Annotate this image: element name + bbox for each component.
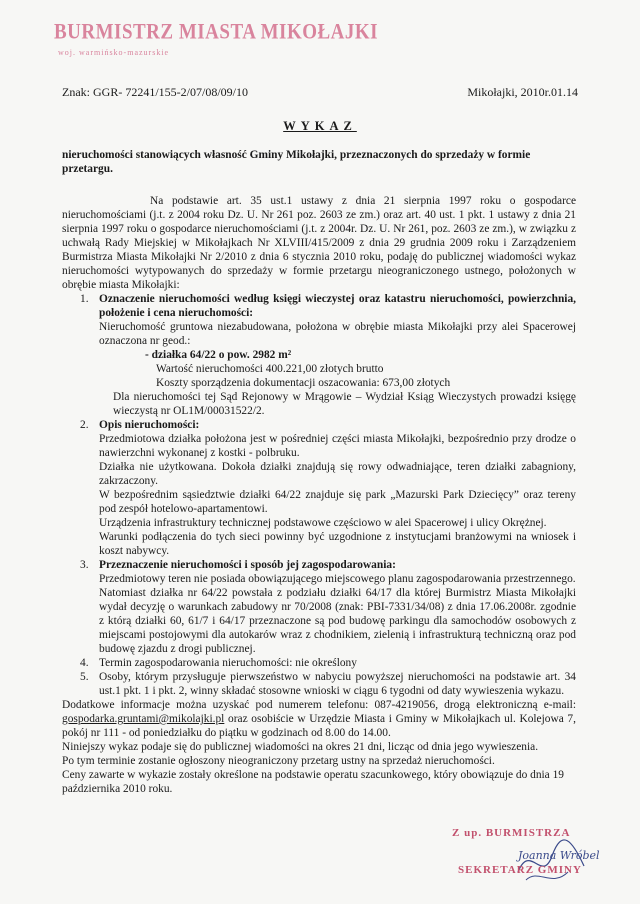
land-register: Dla nieruchomości tej Sąd Rejonowy w Mrągowie – Wydział Ksiąg Wieczystych prowadzi księgę wieczystą nr OL1M/00031522/2. xyxy=(113,391,576,417)
section-paragraph: Natomiast działka nr 64/22 powstała z podziału działki 64/17 dla której Burmistrz Miasta Mikołajki wydał decyzję o warunkach zabudowy nr 70/2008 (znak: PBI-7331/34/08) z dnia 17.06.2008r. zgodnie z którą działki 60, 61/7 i 64/17 przeznaczone są pod budowę parkingu dla samochodów osobowych z miejscami postojowymi dla autokarów wraz z chodnikiem, zielenią i infrastrukturą techniczną oraz pod budowę zjazdu z drogi publicznej. xyxy=(99,587,576,655)
lot-costs: Koszty sporządzenia dokumentacji oszacowania: 673,00 złotych xyxy=(156,377,451,389)
signature-scribble-icon xyxy=(512,832,592,892)
section-heading: Opis nieruchomości: xyxy=(99,419,200,431)
section-number: 5. xyxy=(80,671,89,683)
contact-suffix: oraz osobiście w Urzędzie Miasta i Gminy w Mikołajkach ul. Kolejowa 7, pokój nr 111 - od poniedziałku do piątku w godzinach od 8.00 do 14.00. xyxy=(62,713,576,739)
sections-list xyxy=(62,292,576,698)
section-2 xyxy=(62,418,576,558)
section-number: 3. xyxy=(80,559,89,571)
document-body xyxy=(62,148,576,796)
price-note: Ceny zawarte w wykazie zostały określone na podstawie operatu szacunkowego, który obowiązuje do dnia 19 października 2010 roku. xyxy=(62,769,564,795)
reference-number: Znak: GGR- 72241/155-2/07/08/09/10 xyxy=(62,85,248,99)
section-heading: Przeznaczenie nieruchomości i sposób jej zagospodarowania: xyxy=(99,559,396,571)
section-number: 4. xyxy=(80,657,89,669)
section-paragraph: Działka nie użytkowana. Dokoła działki znajdują się rowy odwadniające, teren działki zabagniony, zakrzaczony. xyxy=(99,461,576,487)
section-number: 2. xyxy=(80,419,89,431)
stamp-line-2: woj. warmińsko-mazurskie xyxy=(58,48,170,57)
signature-line-1: Z up. BURMISTRZA xyxy=(452,827,571,839)
signature-line-3: SEKRETARZ GMINY xyxy=(458,864,582,876)
contact-prefix: Dodatkowe informacje można uzyskać pod numerem telefonu: 087-4219056, drogą elektroniczną e-mail: xyxy=(62,699,576,711)
place-date: Mikołajki, 2010r.01.14 xyxy=(467,85,578,99)
intro-paragraph: Na podstawie art. 35 ust.1 ustawy z dnia 21 sierpnia 1997 roku o gospodarce nieruchomościami (j.t. z 2004 roku Dz. U. Nr 261 poz. 2603 ze zm.) oraz art. 40 ust. 1 pkt. 1 ustawy z dnia 21 sierpnia 1997 roku o gospodarce nieruchomościami (j.t. z 2004r. Dz. U. Nr 261, poz. 2603 ze zm.), w związku z uchwałą Rady Miejskiej w Mikołajkach Nr XLVIII/415/2009 z dnia 29 grudnia 2009 roku i Zarządzeniem Burmistrza Miasta Mikołajki Nr 2/2010 z dnia 6 stycznia 2010 roku, podaję do publicznej wiadomości wykaz nieruchomości wytypowanych do sprzedaży w formie przetargu nieograniczonego ustnego, położonych w obrębie miasta Mikołajki: xyxy=(62,195,576,291)
after-term-note: Po tym terminie zostanie ogłoszony nieograniczony przetarg ustny na sprzedaż nieruchomości. xyxy=(62,755,495,767)
document-title: WYKAZ xyxy=(283,119,357,133)
lot-name: - działka 64/22 o pow. 2982 m² xyxy=(145,349,292,361)
section-3 xyxy=(62,558,576,656)
header-stamp xyxy=(54,20,378,57)
lot-value: Wartość nieruchomości 400.221,00 złotych brutto xyxy=(156,363,384,375)
section-text: Nieruchomość gruntowa niezabudowana, położona w obrębie miasta Mikołajki przy alei Spacerowej oznaczona nr geod.: xyxy=(99,321,576,347)
section-text: Termin zagospodarowania nieruchomości: nie określony xyxy=(99,657,357,669)
stamp-line-1: BURMISTRZ MIASTA MIKOŁAJKI xyxy=(54,20,379,45)
section-text: Osoby, którym przysługuje pierwszeństwo w nabyciu powyższej nieruchomości na podstawie art. 34 ust.1 pkt. 1 i pkt. 2, winny składać stosowne wnioski w ciągu 6 tygodni od daty wywieszenia wykazu. xyxy=(99,671,576,697)
section-1 xyxy=(62,292,576,418)
signature-stamp xyxy=(452,822,602,894)
section-heading: Oznaczenie nieruchomości według księgi wieczystej oraz katastru nieruchomości, powierzchnia, położenie i cena nieruchomości: xyxy=(99,293,576,319)
document-subtitle: nieruchomości stanowiących własność Gminy Mikołajki, przeznaczonych do sprzedaży w formie przetargu. xyxy=(62,149,531,175)
section-paragraph: Urządzenia infrastruktury technicznej podstawowe częściowo w alei Spacerowej i ulicy Okrężnej. xyxy=(99,517,547,529)
section-paragraph: Przedmiotowy teren nie posiada obowiązującego miejscowego planu zagospodarowania przestrzennego. xyxy=(99,573,576,585)
signature-name: Joanna Wróbel xyxy=(518,849,600,862)
section-paragraph: W bezpośrednim sąsiedztwie działki 64/22 znajduje się park „Mazurski Park Dziecięcy” oraz tereny pod zespół hotelowo-apartamentowi. xyxy=(99,489,576,515)
section-paragraph: Warunki podłączenia do tych sieci powinny być uzgodnione z instytucjami branżowymi na wniosek i koszt nabywcy. xyxy=(99,531,576,557)
section-paragraph: Przedmiotowa działka położona jest w pośredniej części miasta Mikołajki, bezpośrednio przy drodze o nawierzchni wykonanej z kostki - polbruku. xyxy=(99,433,576,459)
publication-note: Niniejszy wykaz podaje się do publicznej wiadomości na okres 21 dni, licząc od dnia jego wywieszenia. xyxy=(62,741,539,753)
section-number: 1. xyxy=(80,293,89,305)
email-link[interactable]: gospodarka.gruntami@mikolajki.pl xyxy=(62,713,225,725)
section-4 xyxy=(62,656,576,670)
section-5 xyxy=(62,670,576,698)
contact-info xyxy=(62,698,576,740)
lot-details xyxy=(99,348,576,390)
